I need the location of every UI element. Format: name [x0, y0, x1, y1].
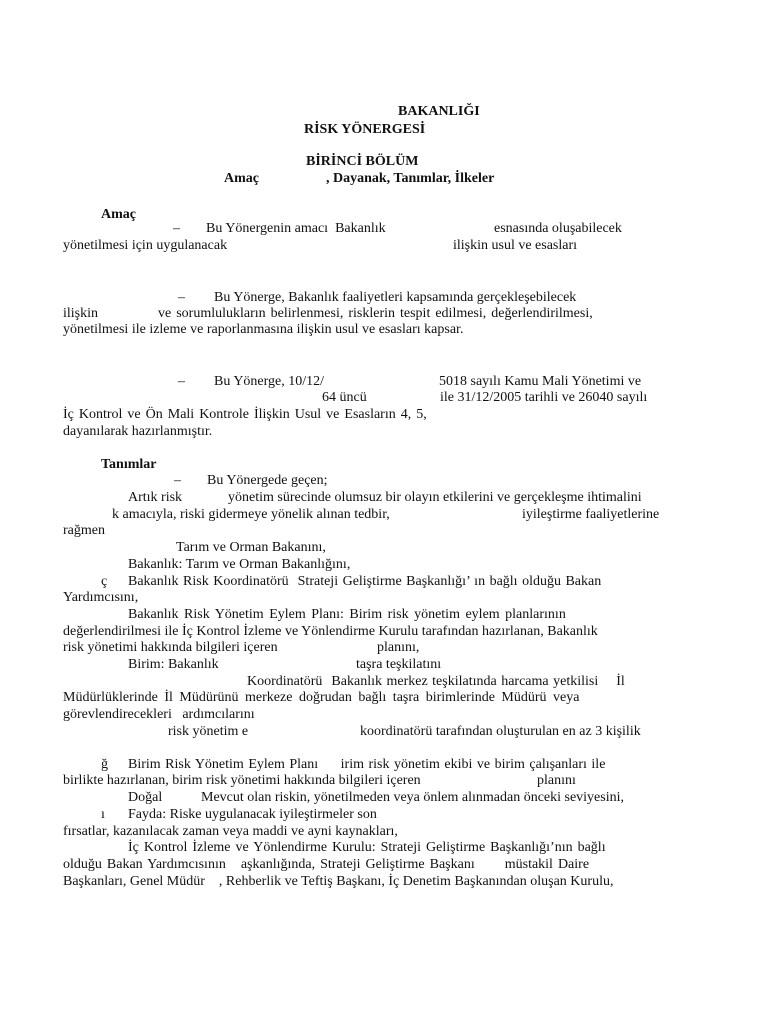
def-fayda-letter: ı [101, 807, 105, 822]
def-risk-ekibi-end: koordinatörü tarafından oluşturulan en az 3 kişilik [360, 724, 641, 739]
dayanak-line1: Bu Yönerge, 10/12/ [214, 374, 325, 389]
dayanak-line1-end: 5018 sayılı Kamu Mali Yönetimi ve [439, 374, 642, 389]
def-artik-risk-line2: k amacıyla, riski gidermeye yönelik alınan tedbir, [112, 507, 390, 522]
def-birim-plan-line2-end: planını [537, 773, 576, 788]
def-koordinator-letter: ç [101, 574, 108, 589]
def-fayda-line1: Fayda: Riske uygulanacak iyileştirmeler son [128, 807, 377, 822]
kapsam-dash: – [178, 290, 185, 305]
amac-line1-end: esnasında oluşabilecek [494, 221, 622, 236]
regulation-title: RİSK YÖNERGESİ [304, 122, 426, 137]
def-artik-risk-line2-end: iyileştirme faaliyetlerine [522, 507, 660, 522]
tanimlar-intro: Bu Yönergede geçen; [207, 473, 328, 488]
def-bakan: Tarım ve Orman Bakanını, [176, 540, 326, 555]
ministry-title: BAKANLIĞI [398, 104, 480, 119]
dayanak-line4: dayanılarak hazırlanmıştır. [63, 424, 213, 439]
def-kurul-line3: Başkanları, Genel Müdür , Rehberlik ve Teftiş Başkanı, İç Denetim Başkanından oluşan Kurulu, [63, 874, 614, 889]
def-eylem-plani-line3: risk yönetimi hakkında bilgileri içeren [63, 640, 278, 655]
dayanak-dash: – [178, 374, 185, 389]
def-fayda-line2: fırsatlar, kazanılacak zaman veya maddi ve ayni kaynakları, [63, 824, 398, 839]
kapsam-line1: Bu Yönerge, Bakanlık faaliyetleri kapsamında gerçekleşebilecek [214, 290, 577, 305]
def-birim-plan-letter: ğ [101, 757, 108, 772]
def-eylem-plani-line1: Bakanlık Risk Yönetim Eylem Planı: Birim risk yönetim eylem planlarının [128, 607, 566, 622]
amac-line2-end: ilişkin usul ve esasları [453, 238, 578, 253]
amac-heading: Amaç [101, 207, 136, 222]
def-dogal-risk-term: Doğal [128, 790, 163, 805]
def-birim-plan-line1: Birim Risk Yönetim Eylem Planı irim risk yönetim ekibi ve birim çalışanları ile [128, 757, 606, 772]
def-risk-ekibi: risk yönetim e [168, 724, 249, 739]
def-kurul-line2: olduğu Bakan Yardımcısının aşkanlığında, Strateji Geliştirme Başkanı müstakil Daire [63, 857, 590, 872]
def-birim: Birim: Bakanlık [128, 657, 219, 672]
amac-dash: – [173, 221, 180, 236]
dayanak-line2-start: 64 üncü [322, 390, 367, 405]
def-dogal-risk: Mevcut olan riskin, yönetilmeden veya önlem alınmadan önceki seviyesini, [201, 790, 625, 805]
dayanak-line3: İç Kontrol ve Ön Mali Kontrole İlişkin Usul ve Esasların 4, 5, [63, 407, 427, 422]
amac-line1: Bu Yönergenin amacı Bakanlık [206, 221, 386, 236]
def-birim-koordinator-line3: görevlendirecekleri ardımcılarını [63, 707, 255, 722]
section-title: BİRİNCİ BÖLÜM [306, 154, 419, 169]
def-bakanlik: Bakanlık: Tarım ve Orman Bakanlığını, [128, 557, 351, 572]
tanimlar-heading: Tanımlar [101, 457, 157, 472]
section-subtitle-part-b: , Dayanak, Tanımlar, İlkeler [326, 171, 495, 186]
def-artik-risk-line3: rağmen [63, 523, 105, 538]
section-subtitle-part-a: Amaç [224, 171, 259, 186]
amac-line2: yönetilmesi için uygulanacak [63, 238, 228, 253]
kapsam-line2-start: ilişkin [63, 306, 99, 321]
tanimlar-intro-dash: – [174, 473, 181, 488]
def-birim-koordinator-line2: Müdürlüklerinde İl Müdürünü merkeze doğrudan bağlı taşra birimlerinde Müdürü veya [63, 690, 580, 705]
def-eylem-plani-line3-end: planını, [377, 640, 420, 655]
def-birim-end: taşra teşkilatını [356, 657, 442, 672]
dayanak-line2-end: ile 31/12/2005 tarihli ve 26040 sayılı [440, 390, 648, 405]
def-koordinator-line1: Bakanlık Risk Koordinatörü Strateji Geliştirme Başkanlığı’ ın bağlı olduğu Bakan [128, 574, 602, 589]
def-artik-risk-line1: yönetim sürecinde olumsuz bir olayın etkilerini ve gerçekleşme ihtimalini [228, 490, 642, 505]
kapsam-line3: yönetilmesi ile izleme ve raporlanmasına ilişkin usul ve esasları kapsar. [63, 322, 464, 337]
def-birim-koordinator-line1: Koordinatörü Bakanlık merkez teşkilatında harcama yetkilisi İl [247, 674, 625, 689]
def-birim-plan-line2: birlikte hazırlanan, birim risk yönetimi hakkında bilgileri içeren [63, 773, 421, 788]
def-koordinator-line2: Yardımcısını, [63, 590, 139, 605]
def-eylem-plani-line2: değerlendirilmesi ile İç Kontrol İzleme ve Yönlendirme Kurulu tarafından hazırlanan, Bakanlık [63, 624, 598, 639]
def-kurul-line1: İç Kontrol İzleme ve Yönlendirme Kurulu: Strateji Geliştirme Başkanlığı’nın bağlı [128, 840, 606, 855]
kapsam-line2: ve sorumlulukların belirlenmesi, risklerin tespit edilmesi, değerlendirilmesi, [158, 306, 593, 321]
def-artik-risk-term: Artık risk [128, 490, 183, 505]
